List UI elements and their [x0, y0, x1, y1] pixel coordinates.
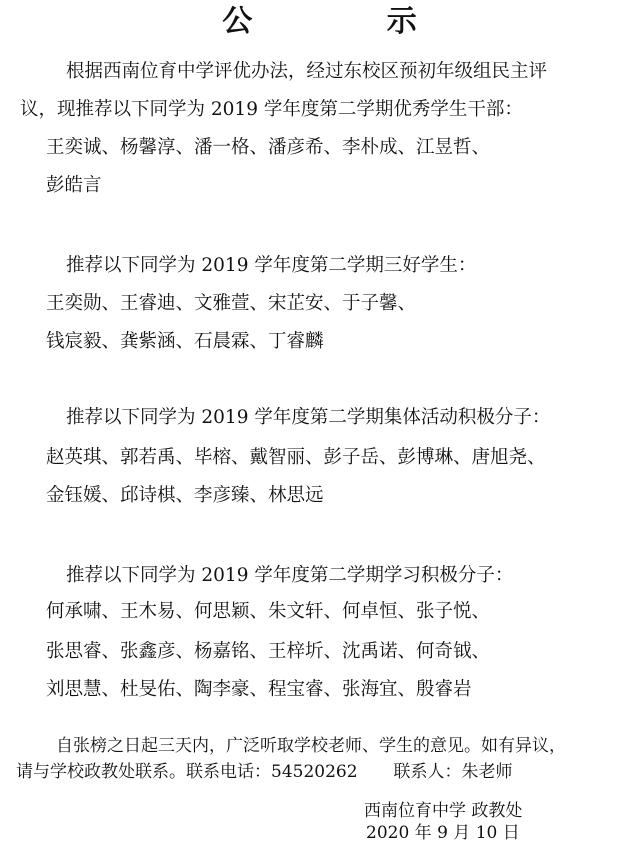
footer-notice-line-1: 自张榜之日起三天内，广泛听取学校老师、学生的意见。如有异议， — [56, 736, 566, 756]
intro-line-2: 议，现推荐以下同学为 2019 学年度第二学期优秀学生干部： — [20, 99, 523, 120]
cadre-names-line-2: 彭皓言 — [46, 175, 102, 196]
cadre-names-line-1: 王奕诚、杨馨淳、潘一格、潘彦希、李朴成、江昱哲、 — [46, 137, 491, 158]
activity-names-line-1: 赵英琪、郭若禹、毕榕、戴智丽、彭子岳、彭博琳、唐旭尧、 — [46, 447, 546, 468]
merit-names-line-2: 钱宸毅、龚紫涵、石晨霖、丁睿麟 — [46, 331, 324, 352]
intro-line-1: 根据西南位育中学评优办法，经过东校区预初年级组民主评 — [66, 61, 548, 82]
study-names-line-3: 刘思慧、杜旻佑、陶李豪、程宝睿、张海宜、殷睿岩 — [46, 679, 472, 700]
contact-person: 联系人：朱老师 — [393, 762, 513, 782]
section-heading-merit-students: 推荐以下同学为 2019 学年度第二学期三好学生： — [66, 255, 477, 276]
merit-names-line-1: 王奕勋、王睿迪、文雅萱、宋芷安、于子馨、 — [46, 293, 417, 314]
study-names-line-2: 张思睿、张鑫彦、杨嘉铭、王梓圻、沈禹诺、何奇钺、 — [46, 641, 491, 662]
footer-notice-line-2 — [16, 760, 513, 784]
section-heading-study: 推荐以下同学为 2019 学年度第二学期学习积极分子： — [66, 565, 514, 586]
contact-phone: 请与学校政教处联系。联系电话：54520262 — [16, 762, 358, 782]
activity-names-line-2: 金钰媛、邱诗棋、李彦臻、林思远 — [46, 485, 324, 506]
signature-org: 西南位育中学 政教处 — [364, 801, 523, 821]
section-heading-activity: 推荐以下同学为 2019 学年度第二学期集体活动积极分子： — [66, 407, 551, 428]
page-title: 公 示 — [222, 4, 479, 39]
signature-date: 2020 年 9 月 10 日 — [366, 823, 520, 843]
study-names-line-1: 何承啸、王木易、何思颖、朱文轩、何卓恒、张子悦、 — [46, 601, 491, 622]
